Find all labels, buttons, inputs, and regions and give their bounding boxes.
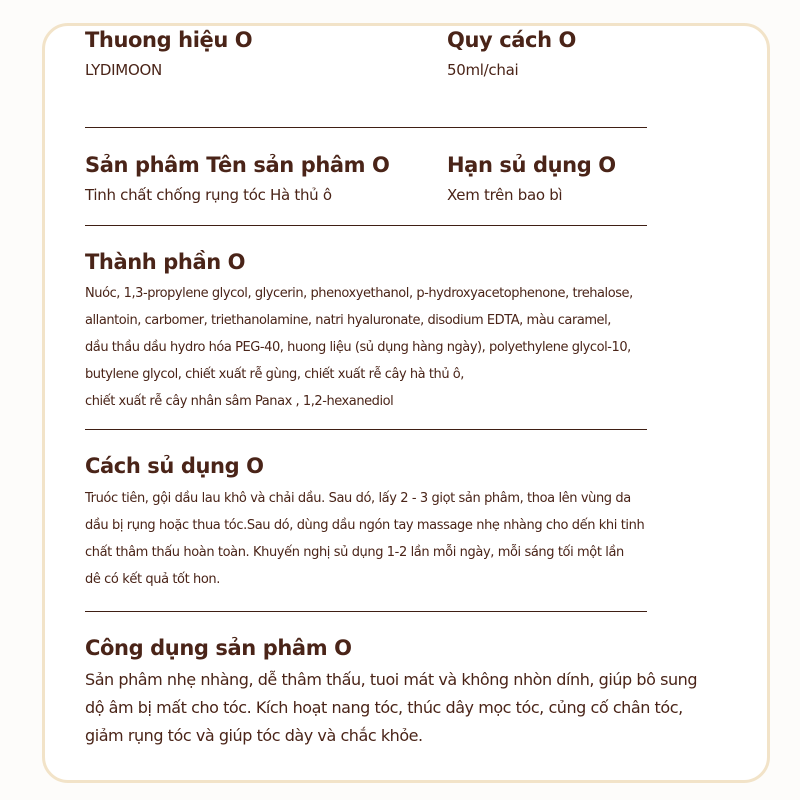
spec-block: [447, 26, 643, 106]
ingredients-block: [85, 248, 643, 415]
name-expiry-row: [85, 151, 643, 225]
spec-value: 50ml/chai: [447, 61, 519, 79]
brand-heading: Thuong hiệu O: [85, 28, 253, 52]
expiry-heading: Hạn sủ dụng O: [447, 153, 616, 177]
divider-4: [85, 611, 647, 612]
benefits-line: dộ âm bị mất cho tóc. Kích hoạt nang tóc, thúc dây mọc tóc, củng cố chân tóc,: [85, 698, 683, 717]
usage-heading: Cách sủ dụng O: [85, 454, 264, 478]
brand-value: LYDIMOON: [85, 61, 162, 79]
benefits-block: [85, 634, 698, 750]
benefits-line: giảm rụng tóc và giúp tóc dày và chắc khỏe.: [85, 726, 423, 745]
usage-line: chất thâm thấu hoàn toàn. Khuyến nghị sủ dụng 1-2 lần mỗi ngày, mỗi sáng tối một lần: [85, 545, 624, 560]
expiry-block: [447, 151, 643, 225]
ingredients-line: chiết xuất rễ cây nhân sâm Panax , 1,2-hexanediol: [85, 394, 394, 409]
spec-heading: Quy cách O: [447, 28, 576, 52]
benefits-line: Sản phâm nhẹ nhàng, dễ thâm thấu, tuoi mát và không nhòn dính, giúp bô sung: [85, 670, 698, 689]
benefits-heading: Công dụng sản phâm O: [85, 636, 352, 660]
product-name-value: Tinh chất chống rụng tóc Hà thủ ô: [85, 186, 332, 204]
usage-line: Truóc tiên, gội dầu lau khô và chải dầu. Sau dó, lấy 2 - 3 giọt sản phâm, thoa lên vùng da: [85, 491, 631, 506]
ingredients-line: butylene glycol, chiết xuất rễ gùng, chiết xuất rễ cây hà thủ ô,: [85, 367, 464, 382]
product-info-content: [85, 26, 698, 750]
expiry-value: Xem trên bao bì: [447, 186, 563, 204]
ingredients-line: Nuóc, 1,3-propylene glycol, glycerin, phenoxyethanol, p-hydroxyacetophenone, trehalose,: [85, 286, 633, 301]
ingredients-text: [85, 280, 643, 415]
divider-1: [85, 127, 647, 128]
product-name-block: [85, 151, 445, 225]
benefits-text: [85, 666, 698, 750]
usage-line: dê có kết quả tốt hon.: [85, 572, 221, 587]
brand-spec-row: [85, 26, 643, 106]
product-name-heading: Sản phâm Tên sản phâm O: [85, 153, 390, 177]
usage-text: [85, 485, 643, 593]
ingredients-line: dầu thầu dầu hydro hóa PEG-40, huong liệu (sủ dụng hàng ngày), polyethylene glycol-10,: [85, 340, 631, 355]
usage-line: dầu bị rụng hoặc thua tóc.Sau dó, dùng dầu ngón tay massage nhẹ nhàng cho dến khi tinh: [85, 518, 645, 533]
brand-block: [85, 26, 445, 106]
divider-3: [85, 429, 647, 430]
divider-2: [85, 225, 647, 226]
ingredients-heading: Thành phần O: [85, 250, 246, 274]
ingredients-line: allantoin, carbomer, triethanolamine, natri hyaluronate, disodium EDTA, màu caramel,: [85, 313, 611, 328]
usage-block: [85, 452, 643, 593]
